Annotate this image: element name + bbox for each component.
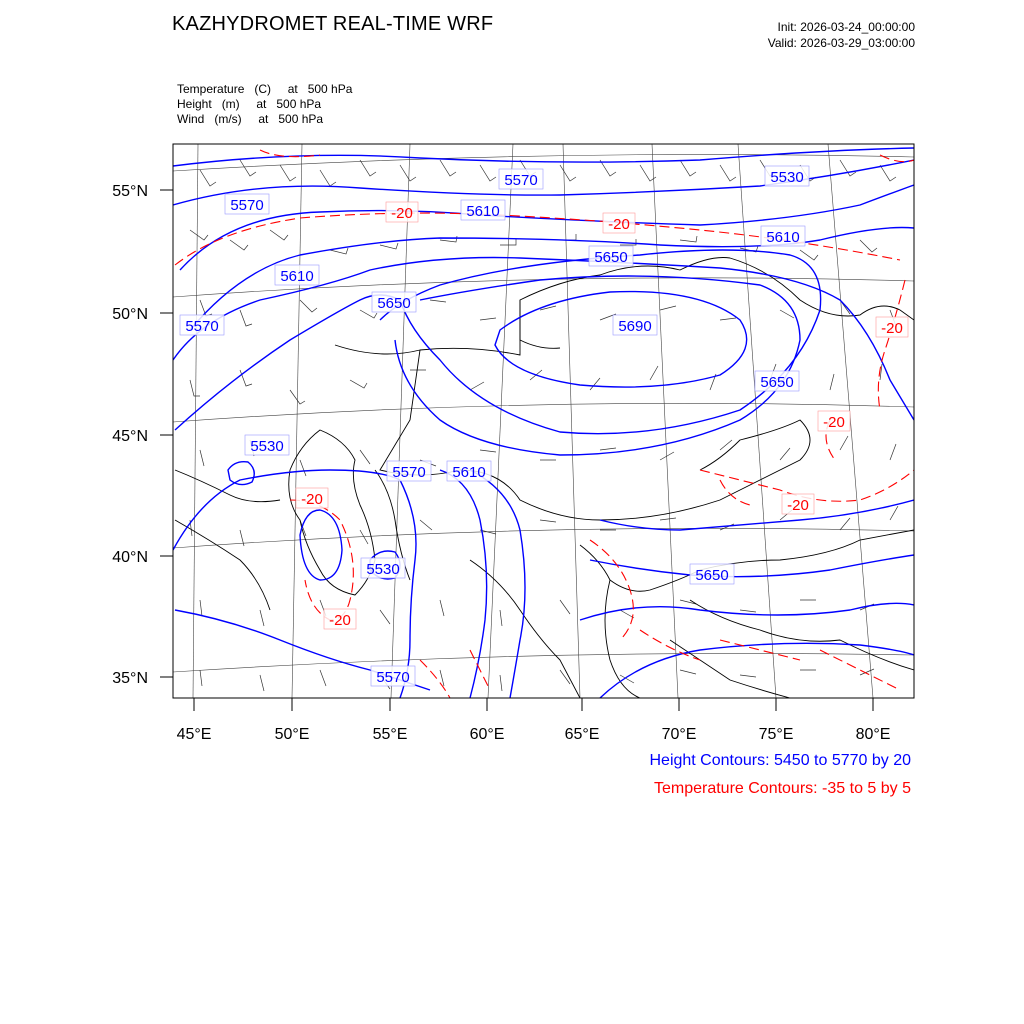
height-label — [765, 166, 809, 186]
temp-label — [818, 411, 850, 431]
height-label — [245, 435, 289, 455]
lon-label: 55°E — [372, 726, 408, 743]
lat-label: 55°N — [112, 183, 148, 200]
height-label — [613, 315, 657, 335]
height-label-text: 5650 — [594, 249, 628, 266]
lat-label: 50°N — [112, 306, 148, 323]
field-temperature: Temperature (C) at 500 hPa — [177, 82, 353, 96]
height-label — [461, 200, 505, 220]
legend-temperature-contours: Temperature Contours: -35 to 5 by 5 — [653, 780, 911, 797]
height-label-text: 5610 — [452, 464, 486, 481]
temp-label-text: -20 — [329, 612, 351, 629]
height-label — [371, 666, 415, 686]
lon-label: 60°E — [469, 726, 505, 743]
lat-label: 40°N — [112, 549, 148, 566]
height-label — [690, 564, 734, 584]
height-label-text: 5650 — [760, 374, 794, 391]
temp-label — [876, 317, 908, 337]
legend-height-contours: Height Contours: 5450 to 5770 by 20 — [649, 752, 911, 769]
height-label-text: 5610 — [766, 229, 800, 246]
height-label-text: 5610 — [280, 268, 314, 285]
height-label-text: 5530 — [366, 561, 400, 578]
height-label-text: 5570 — [504, 172, 538, 189]
height-label — [361, 558, 405, 578]
height-label — [387, 461, 431, 481]
lon-label: 50°E — [274, 726, 310, 743]
lon-label: 70°E — [661, 726, 697, 743]
temp-label-text: -20 — [823, 414, 845, 431]
height-label — [180, 315, 224, 335]
height-label-text: 5570 — [376, 669, 410, 686]
temp-label — [296, 488, 328, 508]
valid-time: Valid: 2026-03-29_03:00:00 — [767, 36, 915, 50]
height-label-text: 5610 — [466, 203, 500, 220]
height-label-text: 5570 — [185, 318, 219, 335]
height-label — [589, 246, 633, 266]
temp-label-text: -20 — [608, 216, 630, 233]
lat-label: 45°N — [112, 428, 148, 445]
height-label — [755, 371, 799, 391]
temp-label — [782, 494, 814, 514]
chart-title: KAZHYDROMET REAL-TIME WRF — [172, 13, 494, 35]
coastlines — [175, 258, 914, 699]
height-label-text: 5530 — [770, 169, 804, 186]
height-label-text: 5650 — [695, 567, 729, 584]
field-wind: Wind (m/s) at 500 hPa — [177, 112, 324, 126]
height-label — [447, 461, 491, 481]
temp-label-text: -20 — [881, 320, 903, 337]
height-label-text: 5690 — [618, 318, 652, 335]
height-label-text: 5530 — [250, 438, 284, 455]
height-label — [761, 226, 805, 246]
height-label-text: 5570 — [230, 197, 264, 214]
init-time: Init: 2026-03-24_00:00:00 — [777, 20, 915, 34]
height-label — [225, 194, 269, 214]
lon-label: 45°E — [176, 726, 212, 743]
height-label — [372, 292, 416, 312]
height-label — [499, 169, 543, 189]
lon-label: 75°E — [758, 726, 794, 743]
temp-label-text: -20 — [787, 497, 809, 514]
temp-label — [603, 213, 635, 233]
height-label-text: 5570 — [392, 464, 426, 481]
temp-label-text: -20 — [391, 205, 413, 222]
lon-label: 65°E — [564, 726, 600, 743]
field-height: Height (m) at 500 hPa — [177, 97, 322, 111]
temp-label-text: -20 — [301, 491, 323, 508]
height-label-text: 5650 — [377, 295, 411, 312]
height-label — [275, 265, 319, 285]
temp-label — [324, 609, 356, 629]
lon-label: 80°E — [855, 726, 891, 743]
lat-label: 35°N — [112, 670, 148, 687]
temp-label — [386, 202, 418, 222]
